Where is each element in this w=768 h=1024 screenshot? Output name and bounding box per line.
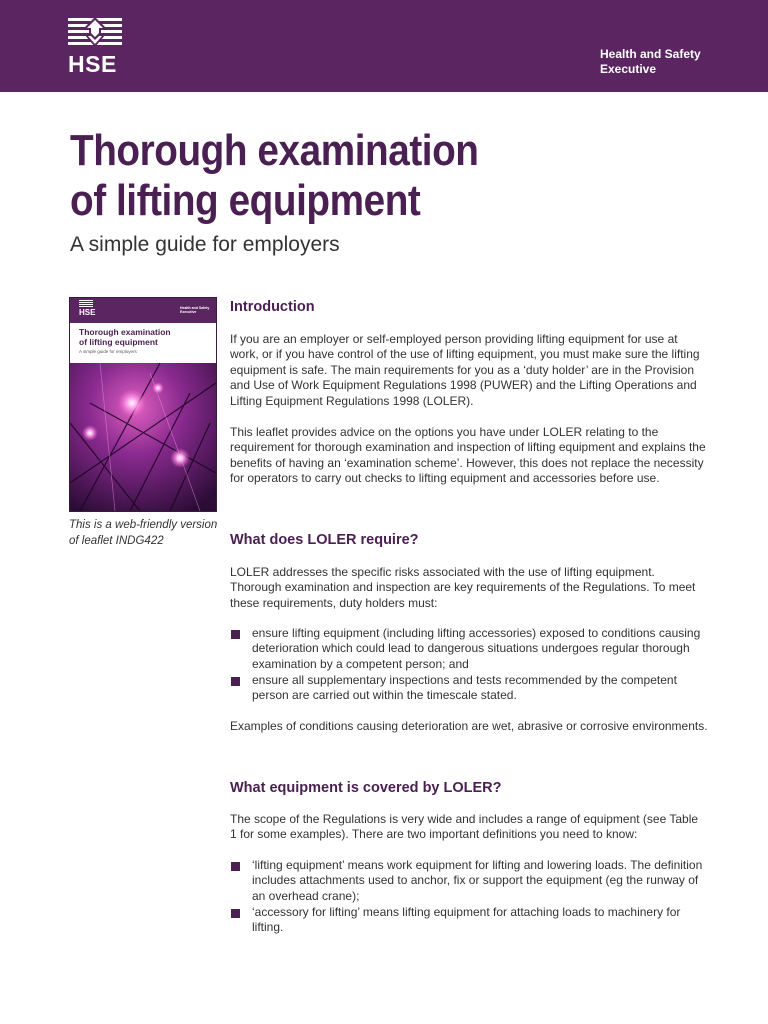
cover-organisation-name-line1: Health and Safety bbox=[180, 306, 210, 310]
covered-bullet-2 bbox=[230, 905, 708, 936]
cover-caption bbox=[69, 517, 217, 549]
cover-caption-line2: of leaflet INDG422 bbox=[69, 535, 164, 547]
cover-subtitle: A simple guide for employers bbox=[79, 349, 137, 354]
bullet-square-icon bbox=[231, 909, 240, 918]
bullet-square-icon bbox=[231, 630, 240, 639]
hse-logo-text: HSE bbox=[68, 51, 117, 77]
bullet-square-icon bbox=[231, 677, 240, 686]
intro-paragraph-1: If you are an employer or self-employed person providing lifting equipment for use at work, or if you have control of the use of lifting equipment, you must make sure the lifting equipment is safe. The main requirements for you as a ‘duty holder’ are in the Provision and Use of Work Equipment Regulations 1998 (PUWER) and the Lifting Operations and Lifting Equipment Regulations 1998 (LOLER). bbox=[230, 332, 700, 408]
require-paragraph-1: LOLER addresses the specific risks associated with the use of lifting equipment. Thorough examination and inspection are key requirements of the Regulations. To meet these requirements, duty holders must: bbox=[230, 565, 696, 610]
require-paragraph-2: Examples of conditions causing deterioration are wet, abrasive or corrosive environments. bbox=[230, 719, 708, 733]
cover-title bbox=[79, 327, 171, 347]
covered-heading: What equipment is covered by LOLER? bbox=[230, 780, 502, 796]
cover-organisation-name-line2: Executive bbox=[180, 310, 197, 314]
intro-heading: Introduction bbox=[230, 299, 315, 315]
cover-hse-logo-icon bbox=[79, 300, 93, 308]
cover-caption-line1: This is a web-friendly version bbox=[69, 519, 218, 531]
cover-hse-logo-text: HSE bbox=[79, 308, 96, 317]
organisation-name-line1: Health and Safety bbox=[600, 47, 701, 61]
intro-paragraph-2: This leaflet provides advice on the options you have under LOLER relating to the requirement for thorough examination and inspection of lifting equipment and explains the benefits of having an ‘examination scheme’. However, this does not replace the necessity for operators to carry out checks to lifting equipment and accessories before use. bbox=[230, 425, 706, 486]
require-bullet-1-text: ensure lifting equipment (including lifting accessories) exposed to conditions causing deterioration which could lead to dangerous situations undergoes regular thorough examination by a competent person; and bbox=[252, 626, 701, 671]
page-title bbox=[70, 126, 479, 226]
require-bullet-2-text: ensure all supplementary inspections and tests recommended by the competent person are carried out within the timescale stated. bbox=[252, 673, 677, 703]
covered-bullet-1-text: ‘lifting equipment’ means work equipment for lifting and lowering loads. The definition includes attachments used to anchor, fix or support the equipment (eg the runway of an overhead crane); bbox=[252, 858, 703, 903]
bullet-square-icon bbox=[231, 862, 240, 871]
covered-bullet-1 bbox=[230, 858, 708, 904]
require-bullet-1 bbox=[230, 626, 708, 672]
page-title-line1: Thorough examination bbox=[70, 126, 479, 175]
require-heading: What does LOLER require? bbox=[230, 532, 419, 548]
cover-title-line2: of lifting equipment bbox=[79, 337, 158, 347]
covered-paragraph-1: The scope of the Regulations is very wide and includes a range of equipment (see Table 1 for some examples). There are two important definitions you need to know: bbox=[230, 812, 699, 842]
page-subtitle: A simple guide for employers bbox=[70, 233, 340, 256]
cover-organisation-name bbox=[180, 306, 209, 314]
page-title-line2: of lifting equipment bbox=[70, 176, 421, 225]
header-bar bbox=[0, 0, 768, 92]
leaflet-cover-thumbnail bbox=[69, 297, 217, 512]
require-bullet-2 bbox=[230, 673, 708, 704]
organisation-name bbox=[600, 47, 701, 77]
cover-crane-photo bbox=[70, 363, 216, 511]
covered-bullet-2-text: ‘accessory for lifting’ means lifting equipment for attaching loads to machinery for lifting. bbox=[252, 905, 681, 935]
cover-title-line1: Thorough examination bbox=[79, 327, 171, 337]
organisation-name-line2: Executive bbox=[600, 62, 657, 76]
